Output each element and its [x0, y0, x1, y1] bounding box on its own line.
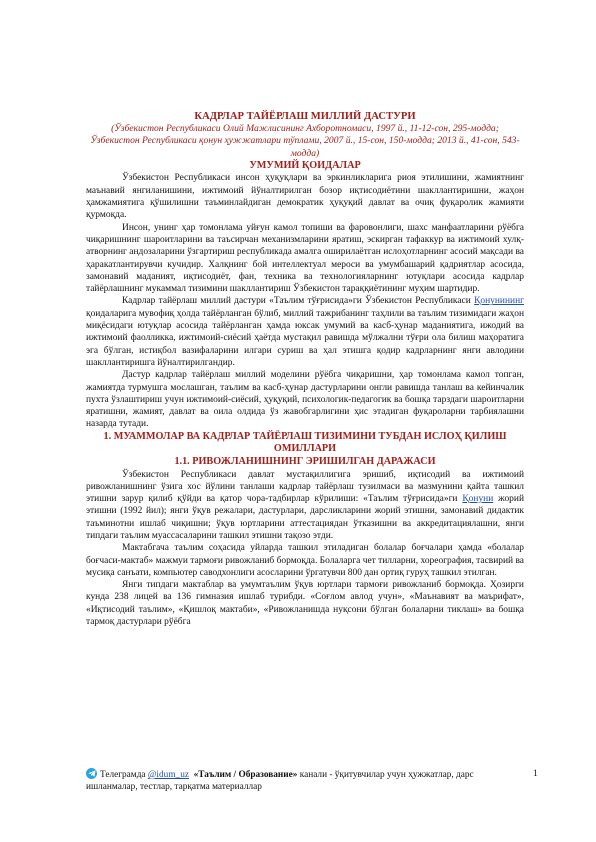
- paragraph-3: [86, 295, 524, 369]
- law-link-1[interactable]: Қонунининг: [474, 296, 524, 307]
- section-heading-general: УМУМИЙ ҚОИДАЛАР: [249, 159, 361, 171]
- paragraph-2: Инсон, унинг ҳар томонлама уйғун камол топиши ва фаровонлиги, шахс манфаатларини рўёбга чиқаришнинг шароитларини ва таъсирчан механизмларини яратиш, эскирган тафаккур ва ижтимоий хулқ-атворнинг андозаларини ўзгартириш республикада амалга оширилаётган ислоҳотларнинг асосий мақсади ва ҳаракатлантирувчи кучидир. Халқнинг бой интеллектуал мероси ва умумбашарий қадриятлар асосида, замонавий маданият, иқтисодиёт, фан, техника ва технологияларнинг ютуқлари асосида кадрлар тайёрлашнинг мукаммал тизимини шакллантириш Ўзбекистон тараққиётининг муҳим шартидир.: [86, 222, 524, 295]
- paragraph-5-text-b: жорий этишни (1992 йил); янги ўқув режалари, дастурлари, дарсликларини жорий этишни, замонавий дидактик таъминотни ишлаб чиқишни; ўқув юртларини аттестациядан ўтказишни ва аккредитациялашни, янги типдаги таълим муассасаларини ташкил этишни тақозо этди.: [86, 494, 525, 541]
- paragraph-5-text-a: Ўзбекистон Республикаси давлат мустақиллигига эришиб, иқтисодий ва ижтимоий ривожланишнинг ўзига хос йўлини танлаши кадрлар тайёрлаш тузилмаси ва мазмунини қайта ташкил этишни зарур қилиб қўйди ва қатор чора-тадбирлар кўрилиши: «Таълим тўғрисида»ги: [86, 469, 524, 505]
- section-heading-problems: 1. МУАММОЛАР ВА КАДРЛАР ТАЙЁРЛАШ ТИЗИМИНИ ТУБДАН ИСЛОҲ ҚИЛИШ ОМИЛЛАРИ: [103, 430, 507, 455]
- footer-suffix: канали - ўқитувчилар учун ҳужжатлар, дарс ишланмалар, тестлар, тарқатма материаллар: [86, 770, 474, 793]
- page-number: 1: [533, 769, 538, 779]
- document-page: [86, 110, 524, 628]
- document-title: КАДРЛАР ТАЙЁРЛАШ МИЛЛИЙ ДАСТУРИ: [194, 111, 416, 122]
- paragraph-3-text-b: қоидаларига мувофиқ ҳолда тайёрланган бўлиб, миллий тажрибанинг таҳлили ва таълим тизимидаги жаҳон миқёсидаги ютуқлар асосида тайёрланган ҳамда юксак умумий ва касб-ҳунар маданиятига, ижодий ва ижтимоий фаолликка, ижтимоий-сиёсий ҳаётда мустақил равишда мўлжални тўғри ола билиш маҳоратига эга бўлган, истиқбол вазифаларини илгари суриш ва ҳал этишга қодир кадрларнинг янги авлодини шакллантиришга йўналтирилгандир.: [86, 308, 524, 368]
- page-footer: [86, 768, 524, 794]
- paragraph-7: Янги типдаги мактаблар ва умумтаълим ўқув юртлари тармоғи ривожланиб бормоқда. Ҳозирги кунда 238 лицей ва 136 гимназия ишлаб турибди. «Соғлом авлод учун», «Маънавият ва маърифат», «Иқтисодий таълим», «Қишлоқ мактаби», «Ривожланишда нуқсони бўлган болаларни тиклаш» ва бошқа тармоқ дастурлари рўёбга: [86, 580, 524, 628]
- telegram-handle-link[interactable]: @idum_uz: [147, 770, 189, 780]
- document-subtitle: (Ўзбекистон Республикаси Олий Мажлисининг Ахборотномаси, 1997 й., 11-12-сон, 295-модда; Ўзбекистон Республикаси қонун ҳужжатлари тўплами, 2007 й., 15-сон, 150-модда; 2013 й., 41-сон, 543-модда): [90, 123, 520, 159]
- paragraph-5: [86, 469, 524, 543]
- paragraph-1: Ўзбекистон Республикаси инсон ҳуқуқлари ва эркинликларига риоя этилишини, жамиятнинг маънавий янгиланишини, ижтимоий йўналтирилган бозор иқтисодиётини шакллантиришни, жаҳон ҳамжамиятига қўшилишни таъминлайдиган демократик ҳуқуқий давлат ва очиқ фуқаролик жамияти қурмоқда.: [86, 173, 524, 221]
- footer-prefix: Телеграмда: [100, 770, 148, 780]
- paragraph-3-text-a: Кадрлар тайёрлаш миллий дастури «Таълим тўғрисида»ги Ўзбекистон Республикаси: [122, 296, 475, 307]
- channel-name: «Таълим / Образование»: [193, 770, 298, 780]
- subsection-heading-level: 1.1. РИВОЖЛАНИШНИНГ ЭРИШИЛГАН ДАРАЖАСИ: [174, 455, 436, 467]
- paragraph-4: Дастур кадрлар тайёрлаш миллий моделини рўёбга чиқаришни, ҳар томонлама камол топган, жамиятда турмушга мослашган, таълим ва касб-ҳунар дастурларини онгли равишда танлаш ва кейинчалик пухта ўзлаштириш учун ижтимоий-сиёсий, ҳуқуқий, психологик-педагогик ва бошқа тарздаги шароитларни яратишни, жамият, давлат ва оила олдида ўз жавобгарлигини ҳис этадиган фуқароларни тарбиялашни назарда тутади.: [86, 370, 524, 430]
- telegram-icon: [86, 768, 97, 779]
- paragraph-6: Мактабгача таълим соҳасида уйларда ташкил этиладиган болалар боғчалари ҳамда «болалар боғчаси-мактаб» мажмуи тармоғи ривожланиб бормоқда. Болаларга чет тилларни, хореография, тасвирий ва мусиқа санъати, компьютер саводхонлиги асосларини ўргатувчи 800 дан ортиқ гуруҳ ташкил этилган.: [86, 543, 524, 578]
- law-link-2[interactable]: Қонуни: [462, 494, 494, 505]
